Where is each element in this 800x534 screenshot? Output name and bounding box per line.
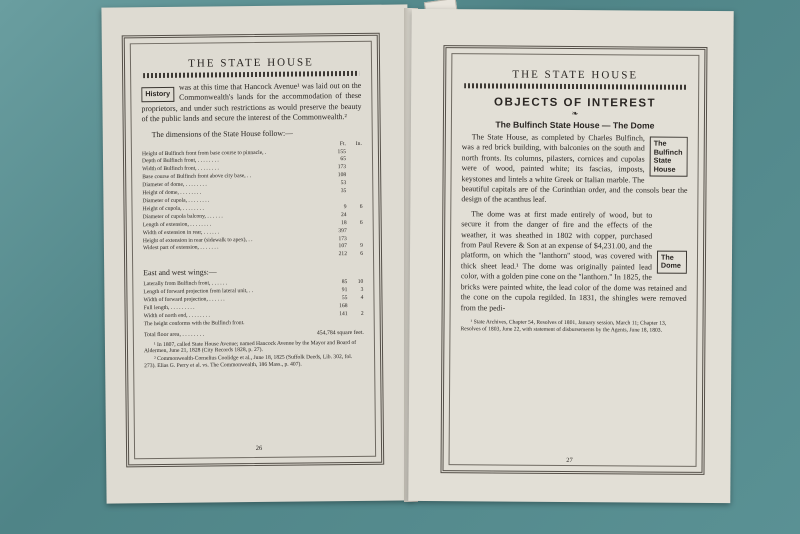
ornamental-rule — [143, 71, 359, 78]
paragraph: The State House, as completed by Charles Bulfinch, was a red brick building, with balconies on the south and north fronts. Its columns, pilasters, cornices and cupolas were of wood, painted white; its fascias, imposts, keystones and lintels a white Greek or Italian marble. The beautiful capitals are of the Corinthian order, and the consols bear the design of the acanthus leaf. — [461, 132, 688, 205]
table-cell-in: 3 — [360, 287, 364, 294]
table-cell-label: Height of cupola, . . . . . . . . — [142, 205, 204, 213]
table-cell-in — [346, 148, 362, 156]
section-title: OBJECTS OF INTEREST — [493, 96, 657, 110]
table-cell-ft: 108 — [337, 172, 347, 179]
footnote: ² Commonwealth-Cornelius Coolidge et al., June 18, 1825 (Suffolk Deeds, Lib. 302, fol. 273). Elias G. Perry et al. vs. The Commonwealth, 186 Mass., p. 407). — [144, 354, 353, 370]
footnote: ¹ In 1807, called State House Avenue; named Hancock Avenue by the Mayor and Board of Aldermen, June 21, 1828 (City Records 1828, p. 27). — [143, 339, 357, 355]
table-cell-label: Width of north end, . . . . . . . . — [143, 312, 210, 320]
right-page-frame — [440, 45, 707, 475]
table-cell-ft: 173 — [338, 235, 347, 242]
left-page — [101, 4, 412, 503]
table-cell-label: Laterally from Bulfinch front, . . . . . . — [143, 280, 228, 288]
table-cell-ft: 168 — [339, 302, 348, 310]
wings-table — [143, 279, 363, 329]
table-cell-in: 10 — [357, 279, 364, 286]
total-label: Total floor area, . . . . . . . . — [143, 331, 205, 338]
paragraph: The dome was at first made entirely of wood, but to secure it from the danger of fire and the effects of the weather, it was sheathed in 1802 with copper, purchased from Paul Revere & Son at an expense of $4,231.00, and the platform, on which the ''lanthorn'' stood, was covered with thick sheet lead.¹ The dome was originally painted lead color, with a golden pine cone on the ''lanthorn.'' In 1825, the bricks were painted white, the lead color of the dome was retained and the cone on the cupola regilded. In 1831, the shingles were removed from the pedi- — [460, 209, 687, 313]
running-head: THE STATE HOUSE — [512, 68, 639, 82]
table-cell-label: Width of Bulfinch front, . . . . . . . . — [142, 165, 219, 173]
table-cell-in — [346, 164, 362, 172]
table-cell-ft — [324, 196, 346, 204]
table-cell-label: Depth of Bulfinch front, . . . . . . . . — [141, 157, 219, 165]
table-cell-label: Diameter of cupola balcony, . . . . . . — [142, 213, 223, 220]
table-cell-label: Diameter of cupola, . . . . . . . . — [142, 197, 210, 205]
total-value: 454,784 square feet. — [316, 329, 364, 337]
footnote: ¹ State Archives, Chapter 54, Resolves of 1801, January session, March 11; Chapter 13, Resolves of 1803, June 22, with statement of disbursements by the Agents, June 18, 1803. — [460, 319, 667, 334]
col-header-in: In. — [355, 140, 362, 147]
table-cell-in — [347, 227, 363, 235]
table-cell-ft — [326, 319, 348, 327]
side-label-bulfinch: The Bulfinch State House — [650, 137, 688, 178]
left-page-frame — [122, 33, 385, 468]
table-cell-label: Base course of Bulfinch front above city base, . . — [142, 173, 252, 181]
dimensions-table — [142, 141, 363, 262]
table-cell-ft: 65 — [340, 156, 347, 163]
table-cell-ft: 173 — [337, 164, 347, 171]
table-cell-label: The height conforms with the Bulfinch front. — [143, 319, 245, 327]
side-label-dome: The Dome — [657, 250, 687, 273]
table-cell-in: 6 — [359, 219, 363, 226]
section-subtitle: The Bulfinch State House — The Dome — [495, 119, 655, 131]
table-cell-in — [347, 212, 363, 220]
col-header-ft: Ft. — [339, 140, 346, 147]
intro-paragraph: was at this time that Hancock Avenue¹ was laid out on the Commonwealth's lands for the accommodation of these proprietors, and under such restrictions as would preserve the beauty of the public lands and secure the interest of the Commonwealth.² — [141, 80, 362, 124]
ornamental-rule — [464, 83, 686, 90]
table-cell-ft: 24 — [340, 211, 347, 218]
table-cell-ft: 155 — [337, 148, 346, 155]
page-number: 27 — [566, 456, 573, 465]
dimensions-heading: The dimensions of the State House follow:— — [151, 128, 293, 139]
table-cell-in: 2 — [360, 310, 364, 317]
fleuron-ornament: ❧ — [571, 109, 579, 119]
wings-heading: East and west wings:— — [143, 267, 217, 278]
table-cell-ft: 91 — [341, 287, 348, 294]
table-cell-label — [143, 252, 325, 262]
table-cell-in — [346, 188, 362, 196]
table-cell-in — [346, 196, 362, 204]
right-page — [408, 9, 733, 503]
table-cell-in: 6 — [360, 251, 364, 258]
table-cell-label: Diameter of dome, . . . . . . . . — [142, 181, 207, 189]
table-row — [144, 319, 364, 329]
running-head: THE STATE HOUSE — [188, 56, 314, 70]
table-cell-label: Length of forward projection from lateral unit, . . — [143, 288, 254, 296]
table-cell-ft: 212 — [338, 251, 348, 258]
table-cell-ft: 141 — [339, 310, 348, 317]
table-cell-label: Width of extension in rear, . . . . . . — [142, 228, 220, 236]
table-cell-ft: 107 — [338, 243, 347, 250]
table-cell-in — [346, 180, 362, 188]
table-cell-label: Width of forward projection, . . . . . . — [143, 296, 225, 304]
table-cell-ft: 53 — [340, 180, 347, 187]
table-cell-label: Full length, . . . . . . . . . — [143, 304, 195, 312]
table-cell-in — [346, 172, 362, 180]
table-cell-label: Widest part of extension, . . . . . . . — [142, 244, 219, 252]
table-cell-in — [348, 303, 364, 311]
total-floor-area — [144, 330, 364, 338]
table-cell-ft: 85 — [341, 279, 348, 286]
table-cell-in: 4 — [360, 294, 364, 301]
table-cell-in — [346, 156, 362, 164]
table-cell-in: 9 — [360, 243, 363, 250]
table-cell-ft: 35 — [340, 188, 347, 195]
table-cell-in — [347, 235, 363, 243]
table-cell-label: Length of extension, . . . . . . . . — [142, 221, 212, 228]
table-cell-label: Height of extension in rear (sidewalk to apex), . . — [142, 236, 253, 244]
side-label-history: History — [141, 87, 174, 102]
table-cell-label: Height of dome, . . . . . . . . — [142, 189, 202, 197]
table-cell-label: Height of Bulfinch front from base course to pinnacle, . — [141, 149, 267, 157]
table-cell-in: 6 — [359, 203, 363, 210]
table-cell-ft: 397 — [338, 227, 347, 234]
table-cell-ft: 55 — [341, 295, 348, 302]
table-cell-in — [348, 319, 364, 327]
table-cell-ft: 9 — [343, 203, 347, 210]
table-cell-ft: 18 — [341, 219, 347, 226]
page-number: 26 — [255, 444, 263, 453]
